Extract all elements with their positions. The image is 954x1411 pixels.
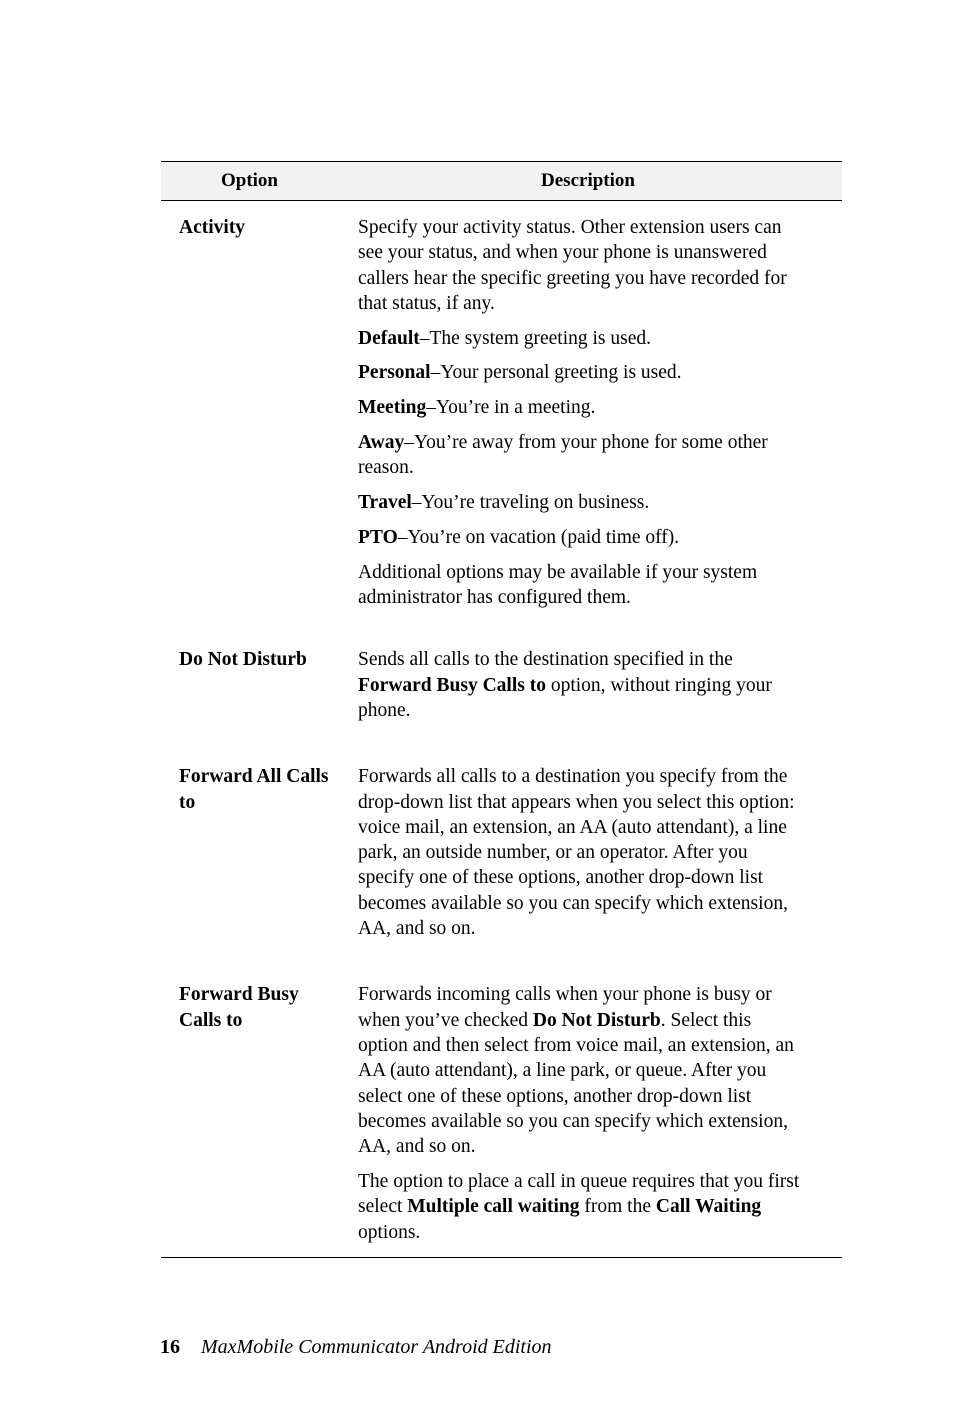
emphasis-term: Forward Busy Calls to [358, 674, 546, 696]
description-text: –You’re traveling on business. [411, 492, 650, 514]
option-name: Activity [179, 217, 246, 238]
description-text: –You’re away from your phone for some other reason. [358, 432, 768, 479]
description-paragraph [358, 395, 803, 420]
page-number: 16 [160, 1336, 180, 1358]
emphasis-term: Meeting [358, 397, 427, 419]
description-text: The option to place a call in queue requires that you first select [358, 1170, 800, 1218]
table-row [161, 201, 842, 636]
option-name: Forward All Calls to [179, 766, 329, 813]
document-title: MaxMobile Communicator Android Edition [201, 1336, 552, 1358]
description-paragraph [358, 982, 803, 1159]
description-paragraph [358, 430, 803, 481]
description-paragraph [358, 525, 803, 550]
table-header [161, 162, 842, 201]
page-footer [160, 1333, 552, 1361]
description-paragraph [358, 326, 803, 351]
description-text: . Select this option and then select from voice mail, an extension, an AA (auto attendant), a line park, or queue. After you select one of these options, another drop-down list becomes available so you can specify which extension, AA, and so on. [358, 1009, 794, 1158]
header-description: Description [541, 170, 635, 191]
emphasis-term: Default [358, 327, 420, 349]
header-option: Option [220, 170, 279, 191]
option-name: Forward Busy Calls to [179, 984, 299, 1031]
table-body [161, 201, 842, 1257]
emphasis-term: Travel [358, 492, 412, 514]
emphasis-term: PTO [358, 526, 398, 548]
description-text: Additional options may be available if your system administrator has configured them. [358, 561, 758, 609]
description-text: Sends all calls to the destination specified in the [358, 649, 733, 671]
description-text: from the [579, 1196, 656, 1218]
description-text: Forwards all calls to a destination you specify from the drop-down list that appears when you select this option: voice mail, an extension, an AA (auto attendant), a line park, an outside number, or an operator. After you specify one of these options, another drop-down list becomes available so you can specify which extension, AA, and so on. [358, 766, 795, 940]
description-text: –You’re in a meeting. [426, 397, 596, 419]
description-paragraph [358, 360, 803, 385]
description-text: –You’re on vacation (paid time off). [397, 526, 680, 548]
emphasis-term: Multiple call waiting [407, 1196, 580, 1218]
emphasis-term: Away [358, 432, 405, 454]
description-text: Specify your activity status. Other extension users can see your status, and when your phone is unanswered callers hear the specific greeting you have recorded for that status, if any. [358, 217, 787, 314]
table-row [161, 749, 842, 967]
emphasis-term: Call Waiting [655, 1196, 762, 1218]
table-row [161, 967, 842, 1256]
options-table [161, 161, 842, 1258]
description-text: options. [358, 1221, 421, 1243]
emphasis-term: Do Not Disturb [532, 1009, 661, 1031]
option-name: Do Not Disturb [179, 649, 307, 671]
option-description [339, 982, 803, 1244]
description-paragraph [358, 764, 803, 941]
description-paragraph [358, 490, 803, 515]
description-text: Forwards incoming calls when your phone is busy or when you’ve checked [358, 984, 772, 1031]
description-text: –The system greeting is used. [419, 327, 651, 349]
option-description [339, 215, 803, 610]
description-paragraph [358, 1169, 803, 1245]
option-description [339, 647, 803, 723]
description-text: –Your personal greeting is used. [430, 362, 682, 384]
option-description [339, 764, 803, 941]
description-text: option, without ringing your phone. [358, 674, 772, 721]
description-paragraph [358, 560, 803, 611]
description-paragraph [358, 647, 803, 723]
table-row [161, 636, 842, 749]
description-paragraph [358, 215, 803, 316]
emphasis-term: Personal [358, 362, 431, 384]
